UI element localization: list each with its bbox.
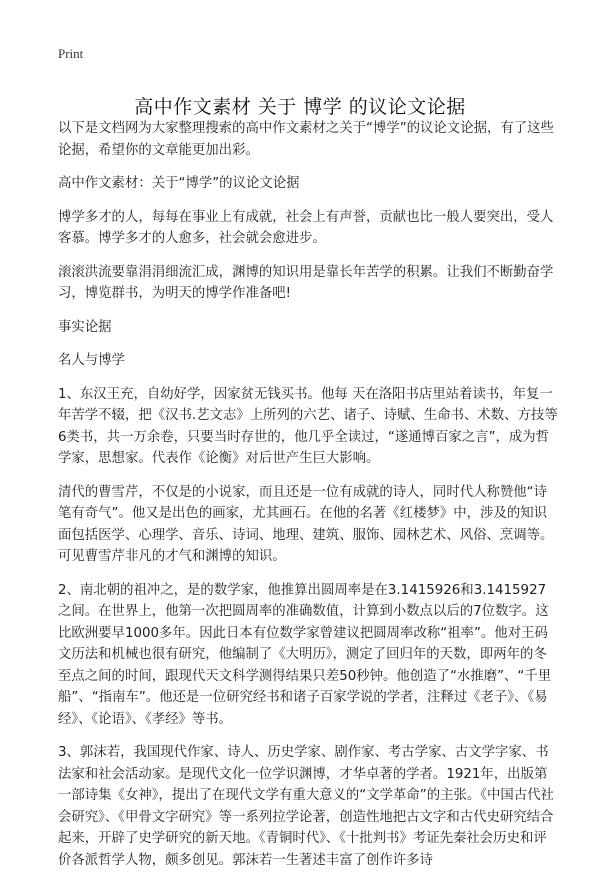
example-paragraph: 2、南北朝的祖冲之，是的数学家，他推算出圆周率是在3.1415926和3.1415927之间。在世界上，他第一次把圆周率的准确数值，计算到小数点以后的7位数字。这比欧洲要早1000多年。因此日本有位数学家曾建议把圆周率改称“祖率”。他对王码文历法和机械也很有研究，他编制了《大明历》，测定了回归年的天数，即两年的冬至点之间的时间，跟现代天文科学测得结果只差50秒钟。他创造了“水推磨”、“千里船”、“指南车”。他还是一位研究经书和诸子百家学说的学者，注释过《老子》、《易经》、《论语》、《孝经》等书。 (58, 582, 552, 727)
document-body (58, 118, 558, 883)
example-paragraph: 清代的曹雪芹，不仅是的小说家，而且还是一位有成就的诗人，同时代人称赞他“诗笔有奇气”。他又是出色的画家，尤其画石。在他的名著《红楼梦》中，涉及的知识面包括医学、心理学、音乐、诗词、地理、建筑、服饰、园林艺术、风俗、烹调等。可见曹雪芹非凡的才气和渊博的知识。 (58, 484, 554, 564)
body-paragraph: 滚滚洪流要靠涓涓细流汇成，渊博的知识用是靠长年苦学的积累。让我们不断勤奋学习，博览群书，为明天的博学作准备吧! (58, 264, 554, 301)
intro-paragraph: 以下是文档网为大家整理搜索的高中作文素材之关于“博学”的议论文论据，有了这些论据，希望你的文章能更加出彩。 (58, 121, 554, 158)
subtitle-paragraph: 高中作文素材：关于“博学”的议论文论据 (58, 176, 300, 191)
document-title: 高中作文素材 关于 博学 的议论文论据 (134, 95, 466, 118)
example-paragraph: 1、东汉王充，自幼好学，因家贫无钱买书。他每 天在洛阳书店里站着读书，年复一年苦学不辍，把《汉书.艺文志》上所列的六艺、诸子、诗赋、生命书、术数、方技等6类书，共一万余卷，只要当时存世的，他几乎全读过，“遂通博百家之言”，成为哲学家，思想家。代表作《论衡》对后世产生巨大影响。 (58, 386, 558, 466)
example-paragraph: 3、郭沫若，我国现代作家、诗人、历史学家、剧作家、考古学家、古文学字家、书法家和社会活动家。是现代文化一位学识渊博，才华卓著的学者。1921年，出版第一部诗集《女神》，提出了在现代文学有重大意义的“文学革命”的主张。《中国古代社会研究》、《甲骨文字研究》等一系列拉学论著，创造性地把古文字和古代史研究结合起来，开辟了史学研究的新天地。《青铜时代》、《十批判书》考证先秦社会历史和评价各派哲学人物，颇多创见。郭沫若一生著述丰富了创作许多诗 (58, 745, 554, 868)
subsection-heading: 名人与博学 (58, 353, 125, 368)
body-paragraph: 博学多才的人，每每在事业上有成就，社会上有声誉，贡献也比一般人要突出，受人客慕。博学多才的人愈多，社会就会愈进步。 (58, 209, 554, 246)
print-label[interactable]: Print (58, 46, 84, 61)
section-heading: 事实论据 (58, 319, 112, 335)
